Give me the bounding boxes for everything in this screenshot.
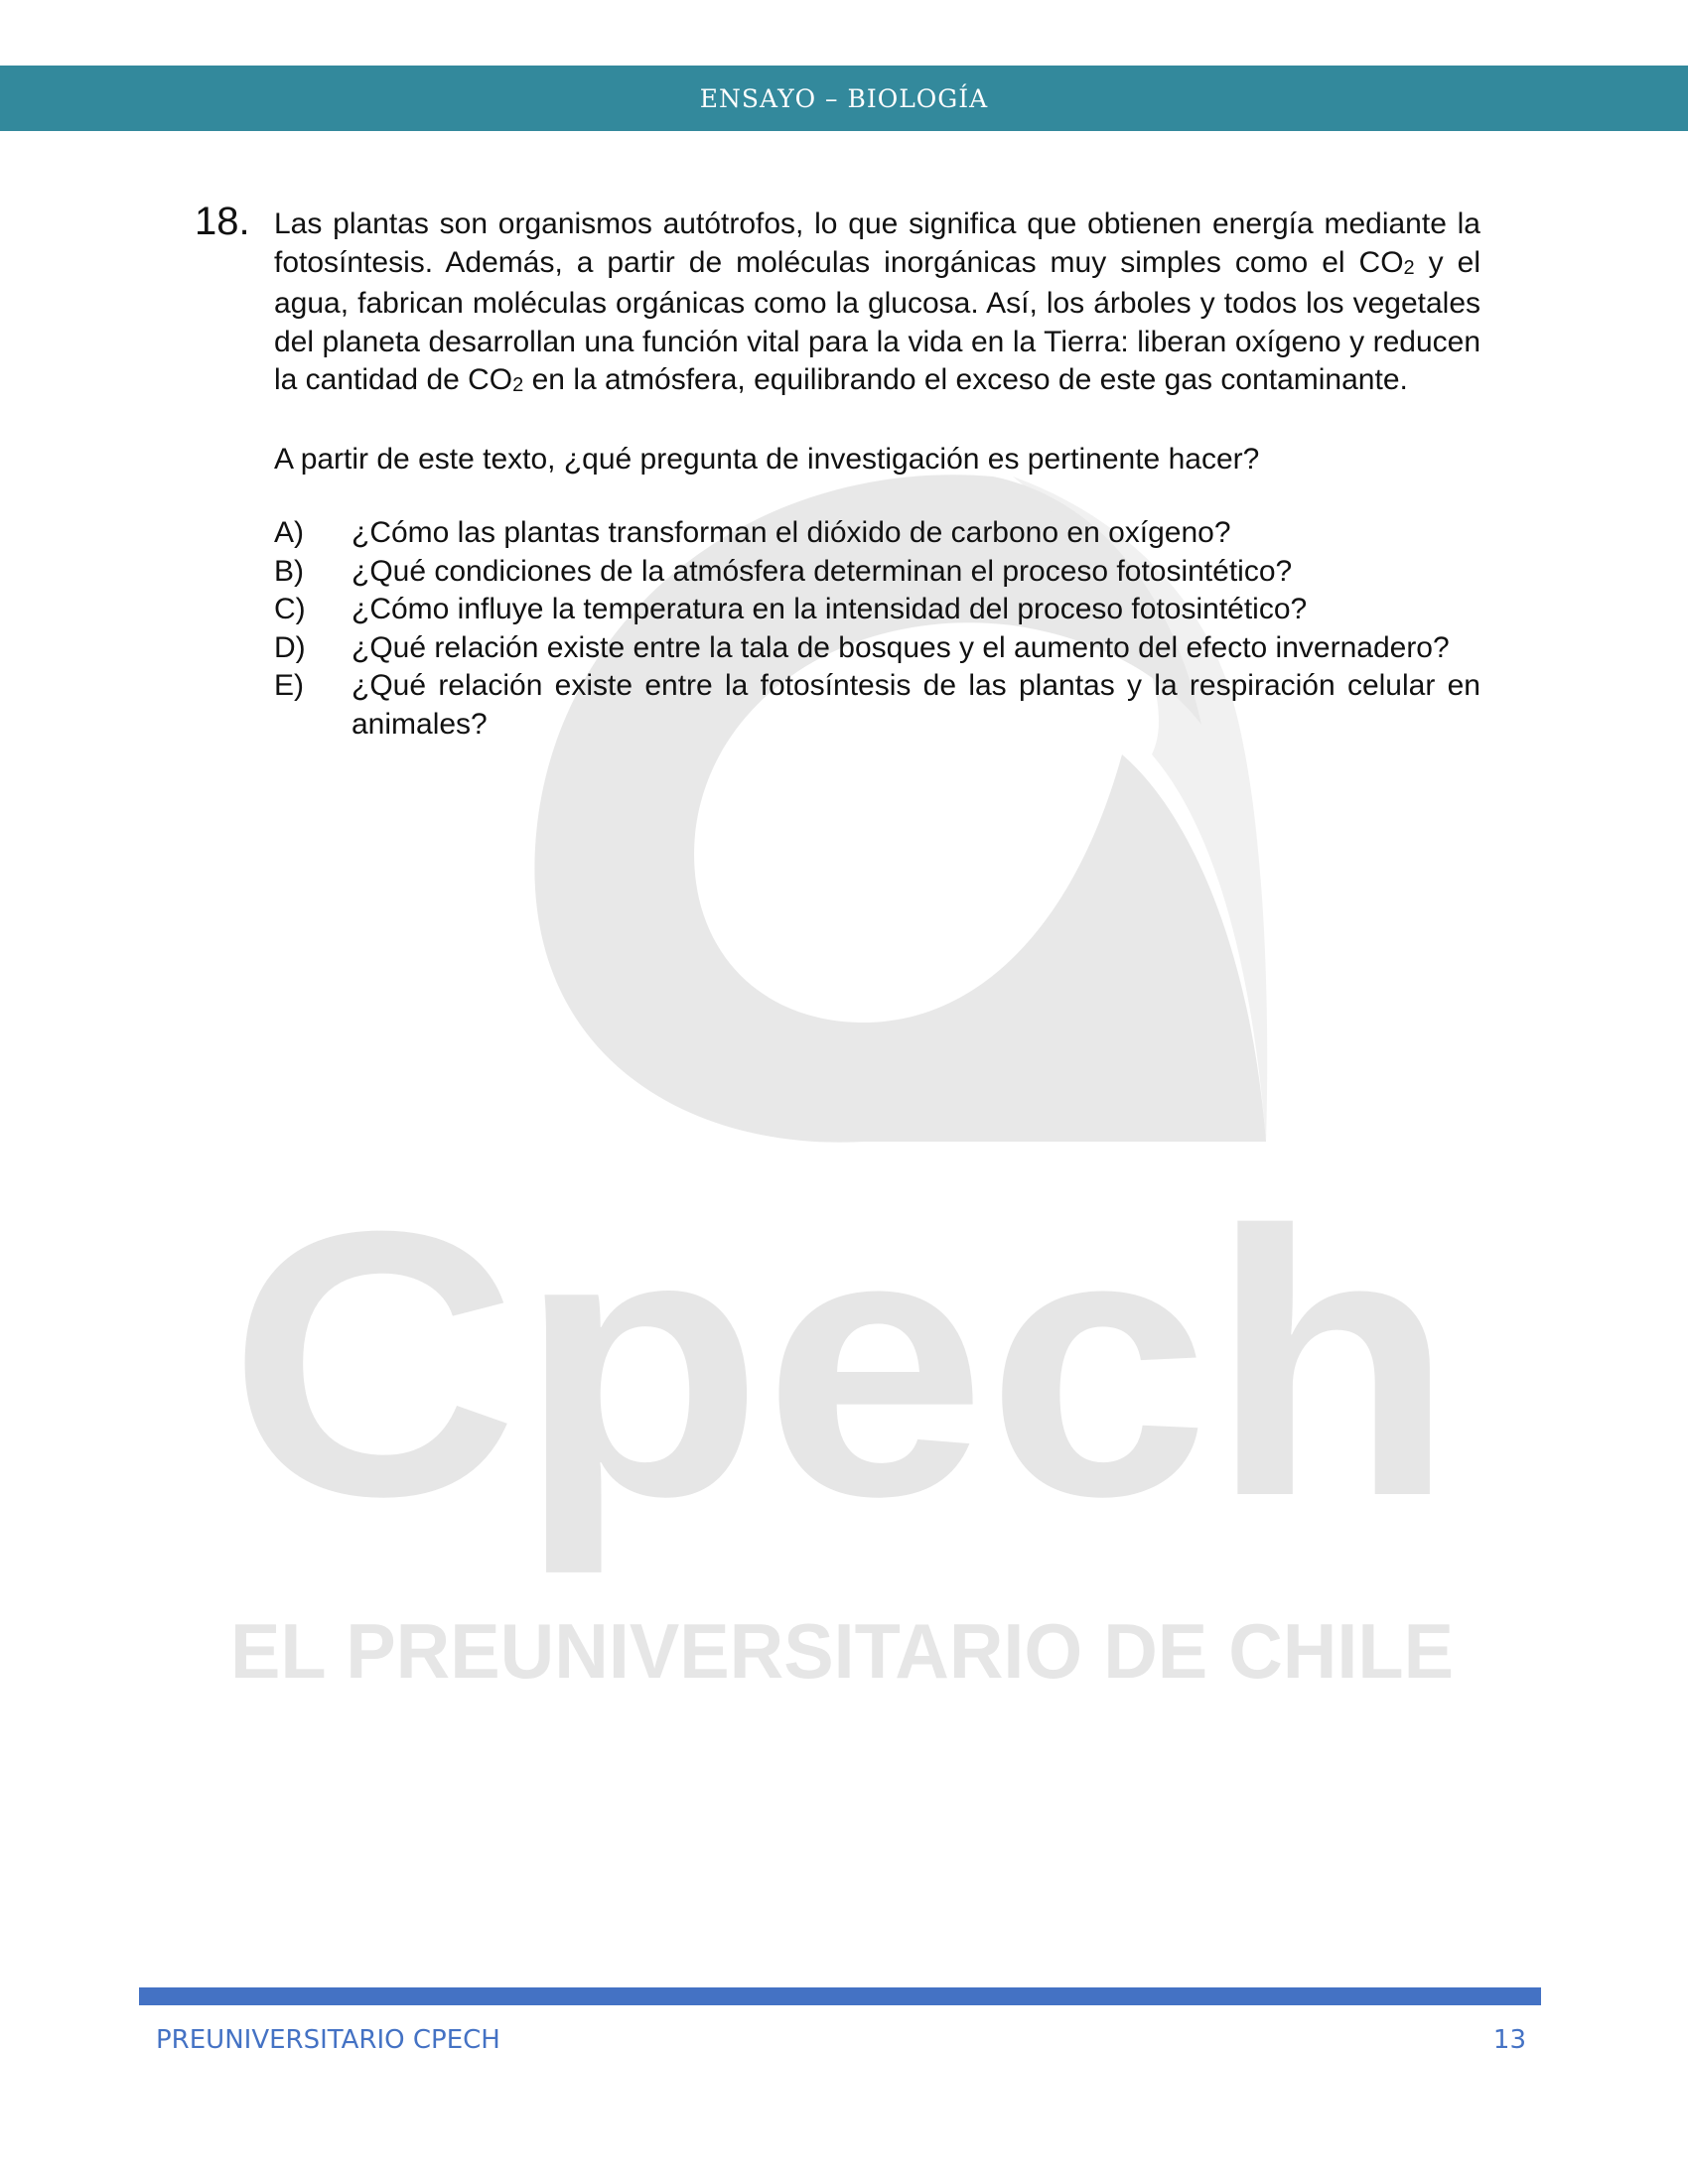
answer-options — [274, 514, 1480, 744]
footer-rule — [139, 1987, 1541, 2005]
option-letter: E) — [274, 669, 304, 702]
watermark-tagline-text: EL PREUNIVERSITARIO DE CHILE — [230, 1607, 1454, 1695]
option-d — [274, 629, 1480, 668]
option-text: ¿Qué relación existe entre la fotosíntesis de las plantas y la respiración celular en animales? — [352, 669, 1480, 741]
option-letter: B) — [274, 554, 304, 588]
question-number: 18. — [195, 200, 250, 243]
question-body — [274, 205, 1480, 744]
question-prompt: A partir de este texto, ¿qué pregunta de investigación es pertinente hacer? — [274, 442, 1260, 476]
stem-part-3: en la atmósfera, equilibrando el exceso de este gas contaminante. — [523, 363, 1408, 396]
option-text: ¿Qué relación existe entre la tala de bosques y el aumento del efecto invernadero? — [352, 630, 1450, 664]
stem-part-1: Las plantas son organismos autótrofos, lo que significa que obtienen energía mediante la fotosíntesis. Además, a partir de moléculas inorgánicas muy simples como el CO — [274, 207, 1480, 279]
option-a — [274, 514, 1480, 553]
option-text: ¿Cómo las plantas transforman el dióxido de carbono en oxígeno? — [352, 516, 1231, 549]
option-b — [274, 553, 1480, 592]
header-title: ENSAYO – BIOLOGÍA — [699, 83, 989, 113]
watermark-brand-text: Cpech — [228, 1153, 1382, 1574]
option-letter: D) — [274, 630, 306, 664]
stem-subscript-1: 2 — [1403, 256, 1415, 279]
page-number: 13 — [1492, 2025, 1526, 2055]
option-letter: C) — [274, 593, 306, 625]
option-text: ¿Qué condiciones de la atmósfera determinan el proceso fotosintético? — [352, 554, 1293, 588]
option-e — [274, 667, 1480, 744]
option-letter: A) — [274, 516, 304, 549]
stem-subscript-2: 2 — [512, 374, 524, 396]
footer-publisher: PREUNIVERSITARIO CPECH — [156, 2025, 500, 2055]
question-stem — [274, 205, 1480, 403]
stem-part-2: y el agua, fabrican moléculas orgánicas como la glucosa. Así, los árboles y todos los vegetales del planeta desarrollan una función vital para la vida en la Tierra: liberan oxígeno y reducen la cantidad de CO — [274, 245, 1480, 396]
option-text: ¿Cómo influye la temperatura en la intensidad del proceso fotosintético? — [352, 593, 1308, 625]
option-c — [274, 591, 1480, 629]
